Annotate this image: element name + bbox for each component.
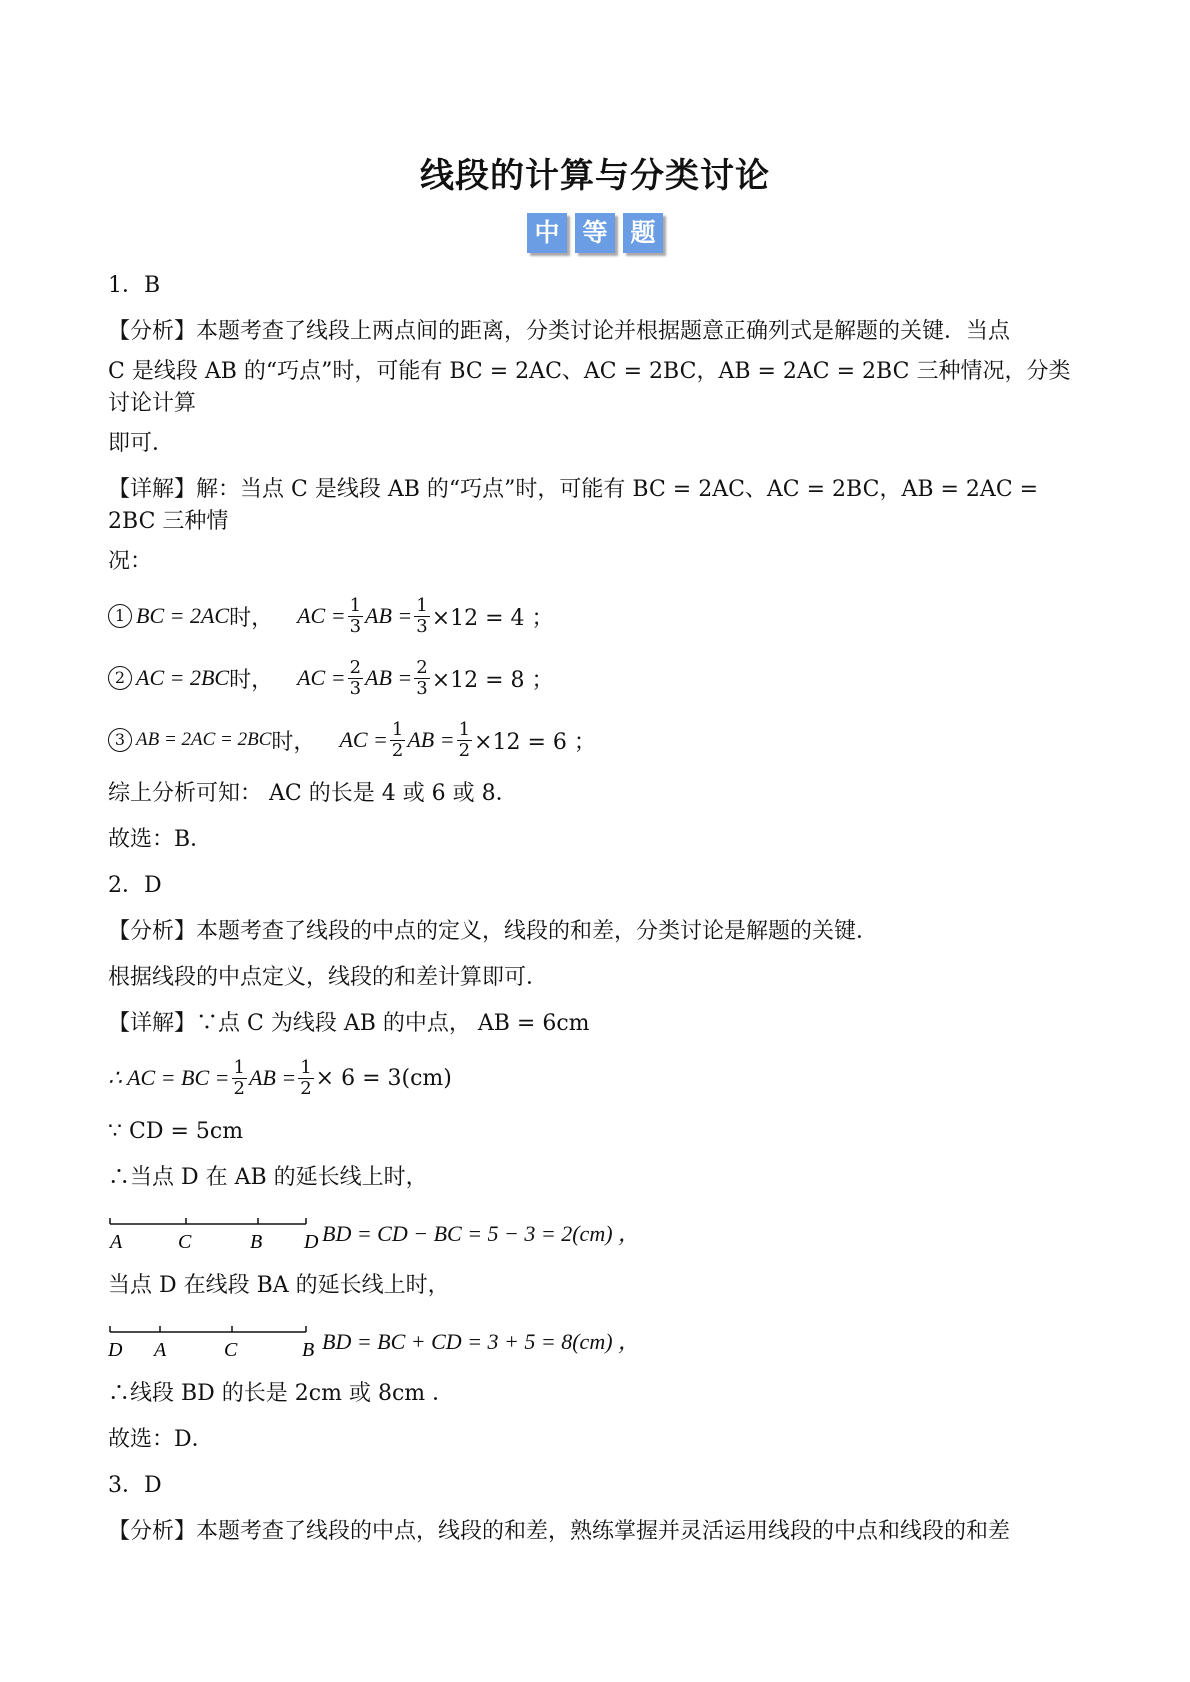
q2-answer: 2．D — [108, 873, 162, 898]
point-label: C — [178, 1231, 192, 1253]
diagram-formula: BD = CD − BC = 5 − 3 = 2(cm) ， — [322, 1221, 641, 1246]
fraction: $\frac{2}{3}$ — [416, 656, 428, 699]
case-time: 时， — [229, 667, 274, 693]
q1-analysis-line2: C 是线段 AB 的“巧点”时，可能有 BC = 2AC、AC = 2BC，AB = 2AC = 2BC 三种情况，分类讨论计算 — [108, 359, 1071, 416]
case-number: 2 — [108, 666, 132, 690]
fraction: $\frac{1}{2}$ — [233, 1056, 245, 1099]
q1-detail — [108, 474, 1088, 538]
point-label: C — [224, 1339, 238, 1361]
case-condition: AB = 2AC = 2BC — [136, 729, 272, 750]
case-rest: ×12 = 6 ； — [474, 729, 596, 755]
case-lhs: AC = — [297, 603, 346, 628]
q2-choice: 故选：D． — [108, 1427, 214, 1452]
point-label: B — [302, 1339, 315, 1361]
case-condition: BC = 2AC — [136, 603, 230, 628]
q2-analysis — [108, 916, 1088, 948]
q1-case1 — [108, 592, 1088, 640]
fraction: $\frac{1}{2}$ — [300, 1056, 312, 1099]
q2-step4: 当点 D 在线段 BA 的延长线上时， — [108, 1273, 450, 1298]
q1-analysis-line3: 即可． — [108, 431, 175, 456]
difficulty-badge — [527, 213, 663, 253]
case-mid: AB = — [365, 603, 413, 628]
page-title: 线段的计算与分类讨论 — [420, 156, 770, 196]
q2-conclusion: ∴线段 BD 的长是 2cm 或 8cm ． — [108, 1381, 455, 1406]
fraction: $\frac{1}{2}$ — [458, 718, 471, 761]
point-label: B — [250, 1231, 263, 1253]
q1-case3 — [108, 716, 1088, 764]
point-label: A — [110, 1231, 123, 1253]
analysis-text: 本题考查了线段的中点，线段的和差，熟练掌握并灵活运用线段的中点和线段的和差 — [196, 1519, 1011, 1544]
detail-text: 解：当点 C 是线段 AB 的“巧点”时，可能有 BC = 2AC、AC = 2BC，AB = 2AC = 2BC 三种情 — [108, 477, 1039, 534]
fraction: $\frac{2}{3}$ — [349, 656, 362, 699]
analysis-label: 【分析】 — [108, 319, 197, 344]
difficulty-char: 题 — [623, 213, 663, 253]
step-mid: AB = — [248, 1065, 297, 1090]
analysis-text: 本题考查了线段的中点的定义，线段的和差，分类讨论是解题的关键． — [196, 919, 879, 944]
segment-diagram — [108, 1214, 320, 1256]
case-number: 1 — [108, 604, 132, 628]
fraction: $\frac{1}{3}$ — [416, 594, 428, 637]
analysis-label: 【分析】 — [108, 1519, 197, 1544]
q2-diagram2-row — [108, 1316, 1088, 1364]
analysis-label: 【分析】 — [108, 919, 197, 944]
q3-analysis — [108, 1516, 1088, 1548]
diagram-formula: BD = BC + CD = 3 + 5 = 8(cm) ， — [322, 1329, 641, 1354]
q2-step1 — [108, 1054, 1088, 1102]
fraction: $\frac{1}{2}$ — [391, 718, 404, 761]
case-mid: AB = — [365, 665, 413, 690]
point-label: D — [304, 1231, 319, 1253]
point-label: A — [154, 1339, 167, 1361]
step-rest: × 6 = 3(cm) — [315, 1065, 452, 1091]
q2-step2: ∵ CD = 5cm — [108, 1119, 244, 1144]
case-rest: ×12 = 4 ； — [431, 605, 554, 631]
step-lhs: ∴ AC = BC = — [108, 1065, 230, 1090]
q2-diagram1-row — [108, 1208, 1088, 1256]
case-time: 时， — [229, 605, 274, 631]
q1-analysis — [108, 316, 1088, 348]
case-lhs: AC = — [297, 665, 346, 690]
q2-detail — [108, 1008, 1088, 1040]
case-mid: AB = — [407, 727, 455, 752]
q1-choice: 故选：B． — [108, 827, 213, 852]
q2-step3: ∴当点 D 在 AB 的延长线上时， — [108, 1165, 428, 1190]
q1-detail-line2: 况： — [108, 549, 153, 574]
detail-label: 【详解】 — [108, 1011, 197, 1036]
case-rest: ×12 = 8 ； — [431, 667, 554, 693]
point-label: D — [108, 1339, 123, 1361]
difficulty-char: 等 — [575, 213, 615, 253]
difficulty-char: 中 — [527, 213, 567, 253]
q1-summary: 综上分析可知： AC 的长是 4 或 6 或 8． — [108, 781, 518, 806]
segment-diagram — [108, 1322, 320, 1364]
detail-text: ∵点 C 为线段 AB 的中点， AB = 6cm — [196, 1011, 590, 1036]
q1-answer: 1．B — [108, 273, 161, 298]
answer-content — [108, 270, 1088, 1562]
q1-case2 — [108, 654, 1088, 702]
q2-analysis-line2: 根据线段的中点定义，线段的和差计算即可． — [108, 965, 549, 990]
case-time: 时， — [271, 729, 316, 755]
case-lhs: AC = — [339, 727, 388, 752]
case-number: 3 — [108, 728, 132, 752]
case-condition: AC = 2BC — [136, 665, 230, 690]
q3-answer: 3．D — [108, 1473, 162, 1498]
analysis-text: 本题考查了线段上两点间的距离，分类讨论并根据题意正确列式是解题的关键．当点 — [196, 319, 1011, 344]
fraction: $\frac{1}{3}$ — [349, 594, 362, 637]
detail-label: 【详解】 — [108, 477, 197, 502]
